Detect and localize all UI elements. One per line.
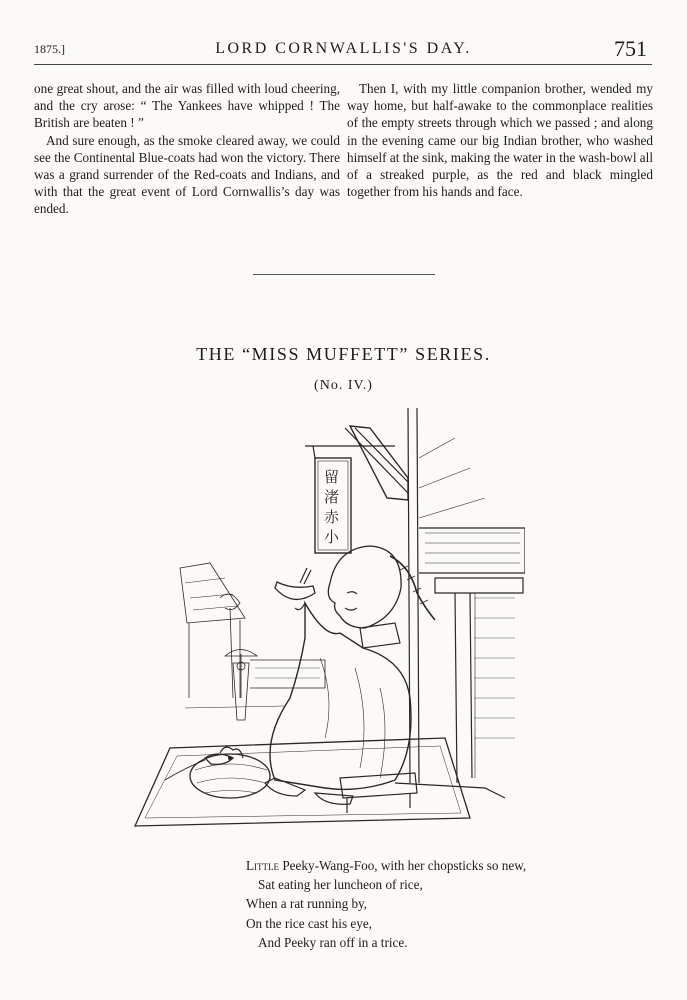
poem-first-word: Little (246, 858, 280, 873)
right-column (347, 80, 653, 200)
running-head (0, 36, 687, 62)
rice-basket (190, 747, 270, 798)
background-scene (180, 563, 325, 720)
section-divider (253, 274, 435, 275)
sign-char: 小 (324, 528, 340, 546)
paragraph: Then I, with my little companion brother, wended my way home, but half-awake to the commonplace realities of the empty streets through which we passed ; and along in the evening came our big Indian brother, who washed himself at the sink, making the water in the wash-bowl all of a streaked purple, as the red and black mingled together from his hands and face. (347, 81, 653, 200)
sign-char: 渚 (324, 488, 340, 506)
poem-line: And Peeky ran off in a trice. (258, 934, 408, 950)
paragraph: And sure enough, as the smoke cleared away, we could see the Continental Blue-coats had won the victory. There was a grand surrender of the Red-coats and Indians, and with that the great event of Lord Cornwallis’s day was ended. (34, 132, 340, 217)
hanging-sign (305, 426, 408, 553)
series-title: THE “MISS MUFFETT” SERIES. (196, 344, 491, 364)
poem-line (244, 856, 526, 875)
sign-char: 赤 (324, 508, 340, 526)
header-rule (34, 64, 652, 65)
poem-line: When a rat running by, (246, 896, 368, 912)
mat (135, 738, 470, 826)
header-year: 1875.] (34, 42, 65, 56)
paragraph: one great shout, and the air was filled with loud cheering, and the cry arose: “ The Yankees have whipped ! The British are beaten ! ” (34, 81, 340, 131)
illustration-girl-eating-rice (125, 398, 525, 838)
left-column (34, 80, 340, 218)
page-number: 751 (614, 36, 647, 61)
header-title: LORD CORNWALLIS'S DAY. (215, 40, 472, 57)
poem-line: On the rice cast his eye, (246, 915, 372, 931)
sign-char: 留 (324, 468, 340, 486)
poem-line-text: Peeky-Wang-Foo, with her chopsticks so new, (279, 858, 527, 873)
poem-line: Sat eating her luncheon of rice, (258, 877, 423, 893)
rat (165, 754, 233, 780)
poem (244, 856, 526, 952)
series-number: (No. IV.) (314, 378, 373, 393)
